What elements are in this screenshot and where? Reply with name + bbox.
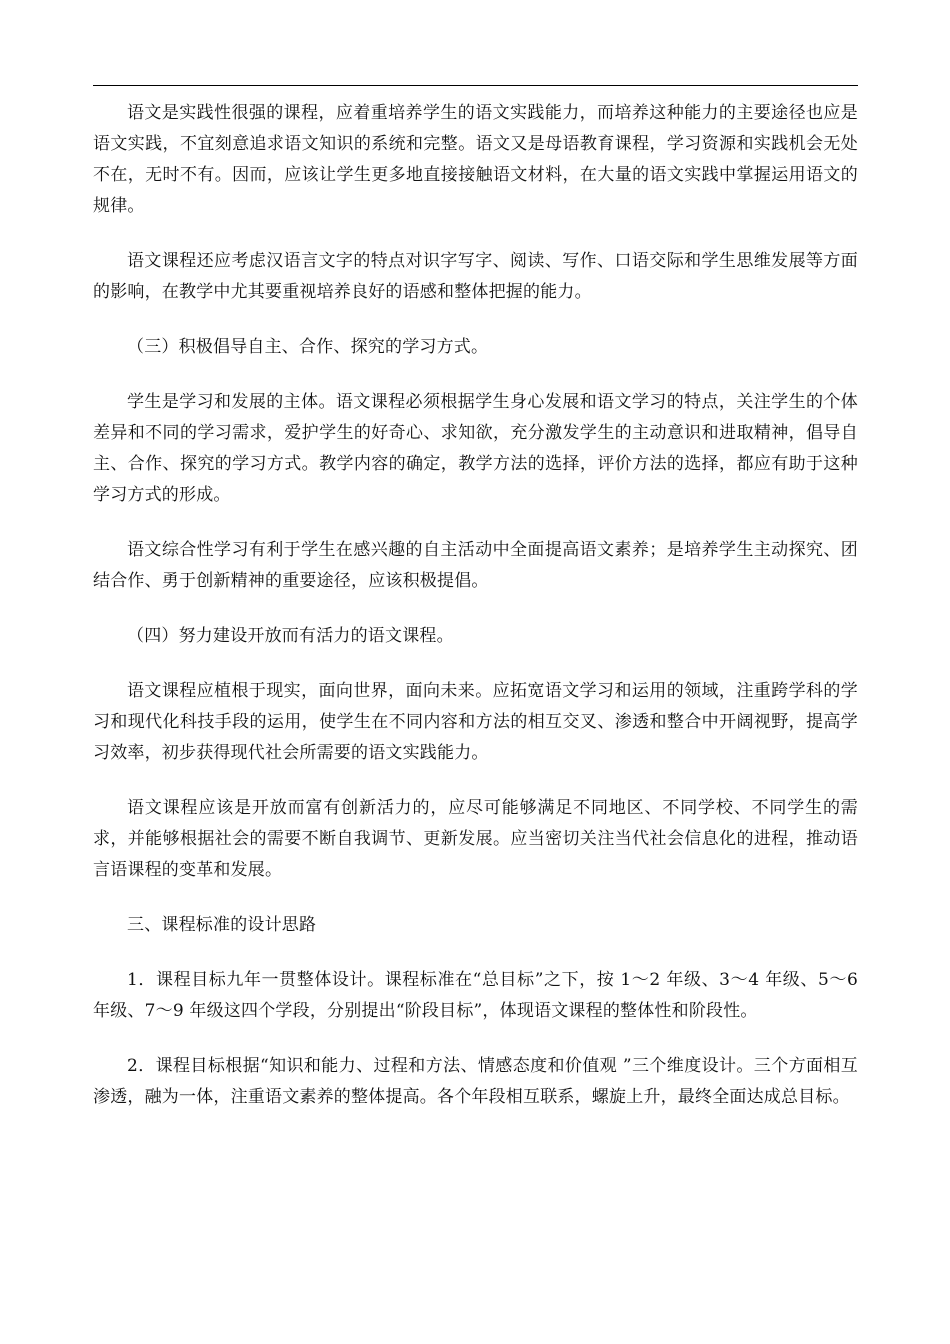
header-rule — [93, 85, 858, 86]
paragraph-comprehensive-learning: 语文综合性学习有利于学生在感兴趣的自主活动中全面提高语文素养；是培养学生主动探究、团结合作、勇于创新精神的重要途径，应该积极提倡。 — [93, 540, 858, 591]
paragraph-design-point-1: 1．课程目标九年一贯整体设计。课程标准在“总目标”之下，按 1～2 年级、3～4 年级、5～6 年级、7～9 年级这四个学段，分别提出“阶段目标”，体现语文课程的整体性和阶段性。 — [93, 970, 858, 1021]
paragraph-rooted-in-reality: 语文课程应植根于现实，面向世界，面向未来。应拓宽语文学习和运用的领域，注重跨学科的学习和现代化科技手段的运用，使学生在不同内容和方法的相互交叉、渗透和整合中开阔视野，提高学习效率，初步获得现代社会所需要的语文实践能力。 — [93, 681, 858, 763]
paragraph-chinese-characteristics: 语文课程还应考虑汉语言文字的特点对识字写字、阅读、写作、口语交际和学生思维发展等方面的影响，在教学中尤其要重视培养良好的语感和整体把握的能力。 — [93, 251, 858, 302]
section-heading-4: （四）努力建设开放而有活力的语文课程。 — [127, 626, 454, 646]
section-heading-design: 三、课程标准的设计思路 — [127, 915, 317, 935]
document-body — [93, 98, 858, 1137]
paragraph-student-subject: 学生是学习和发展的主体。语文课程必须根据学生身心发展和语文学习的特点，关注学生的个体差异和不同的学习需求，爱护学生的好奇心、求知欲，充分激发学生的主动意识和进取精神，倡导自主、合作、探究的学习方式。教学内容的确定，教学方法的选择，评价方法的选择，都应有助于这种学习方式的形成。 — [93, 392, 858, 505]
paragraph-design-point-2: 2．课程目标根据“知识和能力、过程和方法、情感态度和价值观 ”三个维度设计。三个方面相互渗透，融为一体，注重语文素养的整体提高。各个年段相互联系，螺旋上升，最终全面达成总目标。 — [93, 1056, 858, 1107]
paragraph-open-curriculum: 语文课程应该是开放而富有创新活力的，应尽可能够满足不同地区、不同学校、不同学生的需求，并能够根据社会的需要不断自我调节、更新发展。应当密切关注当代社会信息化的进程，推动语言语课程的变革和发展。 — [93, 798, 858, 880]
paragraph-practice: 语文是实践性很强的课程，应着重培养学生的语文实践能力，而培养这种能力的主要途径也应是语文实践，不宜刻意追求语文知识的系统和完整。语文又是母语教育课程，学习资源和实践机会无处不在，无时不有。因而，应该让学生更多地直接接触语文材料，在大量的语文实践中掌握运用语文的规律。 — [93, 103, 858, 216]
section-heading-3: （三）积极倡导自主、合作、探究的学习方式。 — [127, 337, 489, 357]
